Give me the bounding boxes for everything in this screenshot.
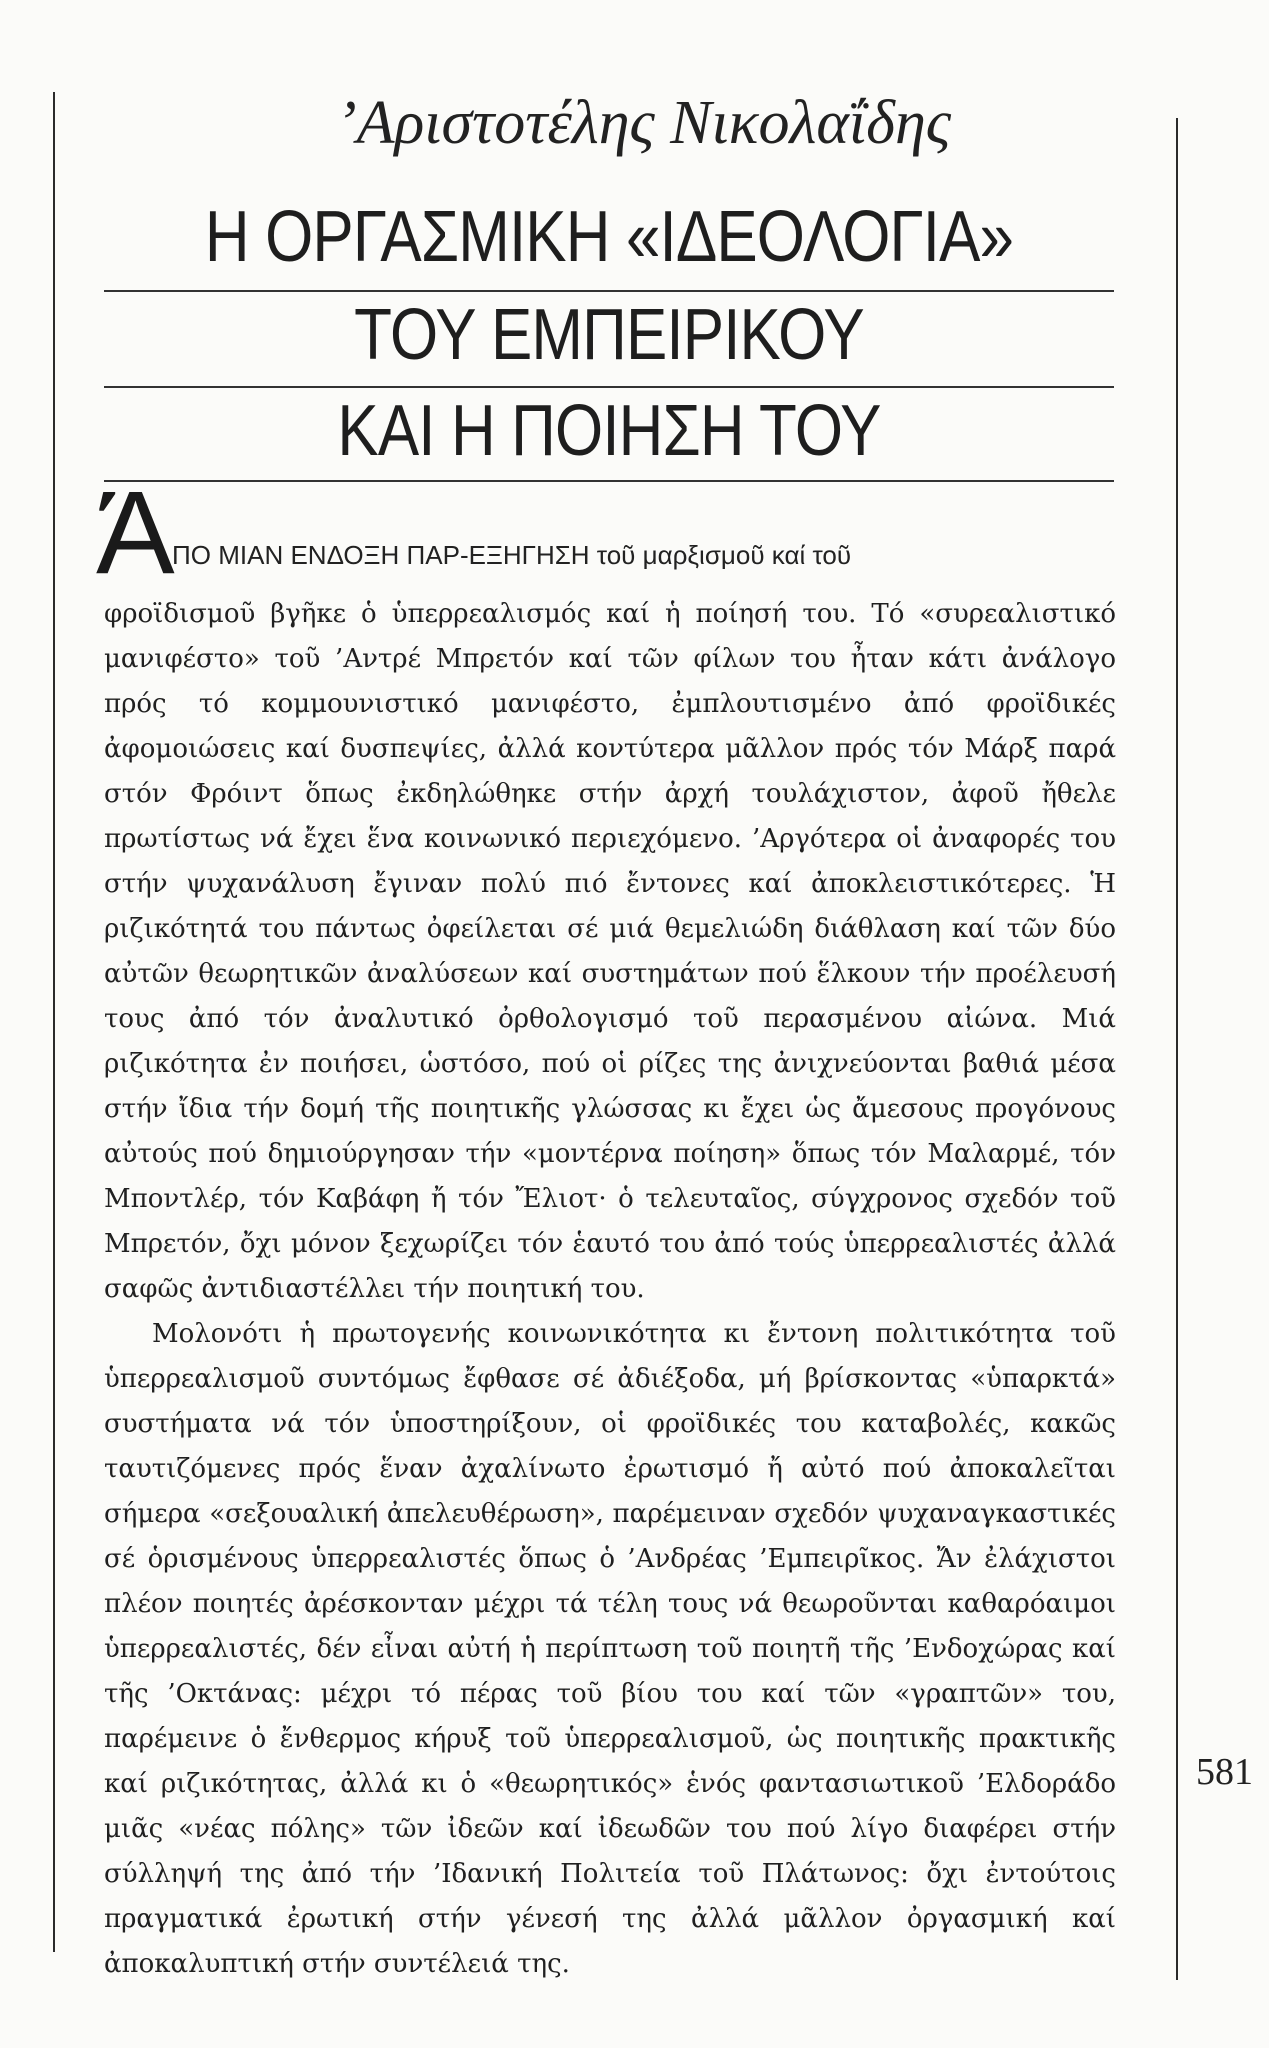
- right-margin-rule: [1176, 118, 1178, 1980]
- page-number: 581: [1196, 1751, 1253, 1793]
- opening-caps-line: ΠΟ ΜΙΑΝ ΕΝΔΟΞΗ ΠΑΡ-ΕΞΗΓΗΣΗ τοῦ μαρξισμοῦ καί τοῦ: [172, 540, 852, 570]
- title-rule-2: [104, 386, 1114, 388]
- paragraph-1: φροϊδισμοῦ βγῆκε ὁ ὑπερρεαλισμός καί ἡ ποίησή του. Τό «συρεαλιστικό μανιφέστο» τοῦ ’Αντρέ Μπρετόν καί τῶν φίλων του ἦταν κάτι ἀνάλογο πρός τό κομμουνιστικό μανιφέστο, ἐμπλουτισμένο ἀπό φροϊδικές ἀφομοιώσεις καί δυσπεψίες, ἀλλά κοντύτερα μᾶλλον πρός τόν Μάρξ παρά στόν Φρόιντ ὅπως ἐκδηλώθηκε στήν ἀρχή τουλάχιστον, ἀφοῦ ἤθελε πρωτίστως νά ἔχει ἕνα κοινωνικό περιεχόμενο. ’Αργότερα οἱ ἀναφορές του στήν ψυχανάλυση ἔγιναν πολύ πιό ἔντονες καί ἀποκλειστικότερες. Ἡ ριζικότητά του πάντως ὀφείλεται σέ μιά θεμελιώδη διάθλαση καί τῶν δύο αὐτῶν θεωρητικῶν ἀναλύσεων καί συστημάτων πού ἕλκουν τήν προέλευσή τους ἀπό τόν ἀναλυτικό ὀρθολογισμό τοῦ περασμένου αἰώνα. Μιά ριζικότητα ἐν ποιήσει, ὡστόσο, πού οἱ ρίζες της ἀνιχνεύονται βαθιά μέσα στήν ἴδια τήν δομή τῆς ποιητικῆς γλώσσας κι ἔχει ὡς ἄμεσους προγόνους αὐτούς πού δημιούργησαν τήν «μοντέρνα ποίηση» ὅπως τόν Μαλαρμέ, τόν Μποντλέρ, τόν Καβάφη ἤ τόν Ἔλιοτ· ὁ τελευταῖος, σύγχρονος σχεδόν τοῦ Μπρετόν, ὄχι μόνον ξεχωρίζει τόν ἑαυτό του ἀπό τούς ὑπερρεαλιστές ἀλλά σαφῶς ἀντιδιαστέλλει τήν ποιητική του.: [104, 599, 1116, 1304]
- title-line-1: Η ΟΡΓΑΣΜΙΚΗ «ΙΔΕΟΛΟΓΙΑ»: [204, 197, 1014, 277]
- left-margin-rule: [53, 92, 55, 1952]
- title-rule-1: [104, 290, 1114, 292]
- author-name: ’Αριστοτέλης Νικολαΐδης: [336, 89, 951, 157]
- paragraph-2: Μολονότι ἡ πρωτογενής κοινωνικότητα κι ἔντονη πολιτικότητα τοῦ ὑπερρεαλισμοῦ συντόμως ἔφθασε σέ ἀδιέξοδα, μή βρίσκοντας «ὑπαρκτά» συστήματα νά τόν ὑποστηρίξουν, οἱ φροϊδικές του καταβολές, κακῶς ταυτιζόμενες πρός ἕναν ἀχαλίνωτο ἐρωτισμό ἤ αὐτό πού ἀποκαλεῖται σήμερα «σεξουαλική ἀπελευθέρωση», παρέμειναν σχεδόν ψυχαναγκαστικές σέ ὁρισμένους ὑπερρεαλιστές ὅπως ὁ ’Ανδρέας ’Εμπειρῖκος. Ἄν ἐλάχιστοι πλέον ποιητές ἀρέσκονταν μέχρι τά τέλη τους νά θεωροῦνται καθαρόαιμοι ὑπερρεαλιστές, δέν εἶναι αὐτή ἡ περίπτωση τοῦ ποιητῆ τῆς ’Ενδοχώρας καί τῆς ’Οκτάνας: μέχρι τό πέρας τοῦ βίου του καί τῶν «γραπτῶν» του, παρέμεινε ὁ ἔνθερμος κήρυξ τοῦ ὑπερρεαλισμοῦ, ὡς ποιητικῆς πρακτικῆς καί ριζικότητας, ἀλλά κι ὁ «θεωρητικός» ἑνός φαντασιωτικοῦ ’Ελδοράδο μιᾶς «νέας πόλης» τῶν ἰδεῶν καί ἰδεωδῶν του πού λίγο διαφέρει στήν σύλληψή της ἀπό τήν ’Ιδανική Πολιτεία τοῦ Πλάτωνος: ὄχι ἐντούτοις πραγματικά ἐρωτική στήν γένεσή της ἀλλά μᾶλλον ὀργασμική καί ἀποκαλυπτική στήν συντέλειά της.: [104, 1319, 1116, 1979]
- article-body: [104, 592, 1116, 1987]
- drop-cap: Ά: [96, 467, 175, 599]
- title-rule-3: [104, 480, 1114, 482]
- title-line-2: ΤΟΥ ΕΜΠΕΙΡΙΚΟΥ: [354, 295, 864, 375]
- title-line-3: ΚΑΙ Η ΠΟΙΗΣΗ ΤΟΥ: [337, 391, 881, 471]
